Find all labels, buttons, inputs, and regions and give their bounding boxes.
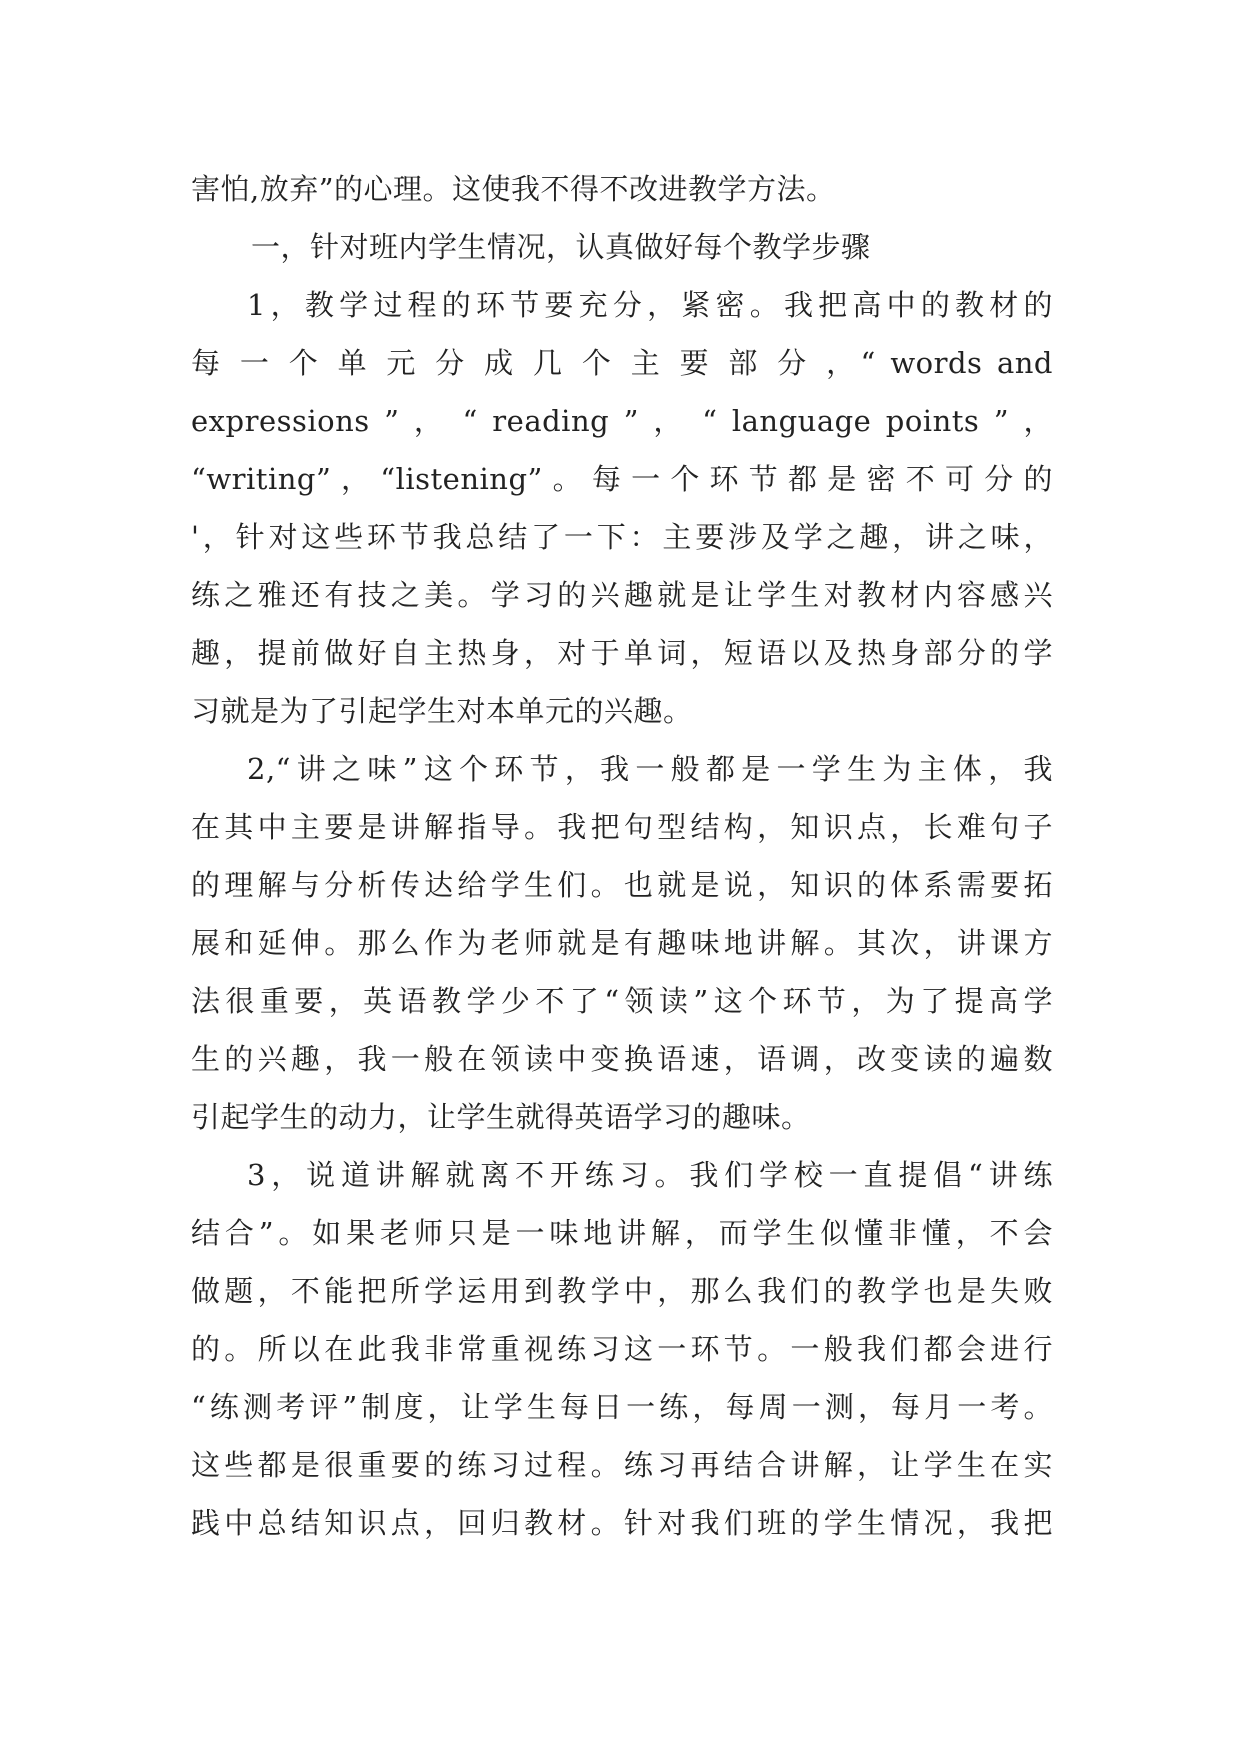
text-line: 的。所以在此我非常重视练习这一环节。一般我们都会进行 (191, 1332, 1053, 1366)
text-line: 每 一 个 单 元 分 成 几 个 主 要 部 分 ，“ words and (191, 346, 1053, 380)
text-line: 的理解与分析传达给学生们。也就是说，知识的体系需要拓 (191, 868, 1053, 902)
text-line: 2,“讲之味”这个环节，我一般都是一学生为主体，我 (247, 752, 1053, 786)
document-body (191, 160, 1053, 1552)
text-line: 生的兴趣，我一般在领读中变换语速，语调，改变读的遍数 (191, 1042, 1053, 1076)
section-heading: 一，针对班内学生情况，认真做好每个教学步骤 (251, 230, 871, 264)
text-line: 法很重要，英语教学少不了“领读”这个环节，为了提高学 (191, 984, 1053, 1018)
text-line: 练之雅还有技之美。学习的兴趣就是让学生对教材内容感兴 (191, 578, 1053, 612)
text-line: 3，说道讲解就离不开练习。我们学校一直提倡“讲练 (247, 1158, 1053, 1192)
text-line: “writing”，“listening”。每一个环节都是密不可分的 (191, 462, 1053, 496)
text-line: expressions ” ， “ reading ” ， “ language points ” ， (191, 404, 1053, 438)
text-line: 趣，提前做好自主热身，对于单词，短语以及热身部分的学 (191, 636, 1053, 670)
text-line: 结合”。如果老师只是一味地讲解，而学生似懂非懂，不会 (191, 1216, 1053, 1250)
text-line: “练测考评”制度，让学生每日一练，每周一测，每月一考。 (191, 1390, 1053, 1424)
text-line: 习就是为了引起学生对本单元的兴趣。 (191, 694, 693, 728)
text-line: '，针对这些环节我总结了一下：主要涉及学之趣，讲之味， (191, 520, 1053, 554)
text-line: 引起学生的动力，让学生就得英语学习的趣味。 (191, 1100, 811, 1134)
text-line: 在其中主要是讲解指导。我把句型结构，知识点，长难句子 (191, 810, 1053, 844)
text-line: 践中总结知识点，回归教材。针对我们班的学生情况，我把 (191, 1506, 1053, 1540)
text-line: 做题，不能把所学运用到教学中，那么我们的教学也是失败 (191, 1274, 1053, 1308)
text-line: 害怕,放弃”的心理。这使我不得不改进教学方法。 (191, 172, 836, 206)
text-line: 1，教学过程的环节要充分，紧密。我把高中的教材的 (247, 288, 1053, 322)
text-line: 展和延伸。那么作为老师就是有趣味地讲解。其次，讲课方 (191, 926, 1053, 960)
text-line: 这些都是很重要的练习过程。练习再结合讲解，让学生在实 (191, 1448, 1053, 1482)
